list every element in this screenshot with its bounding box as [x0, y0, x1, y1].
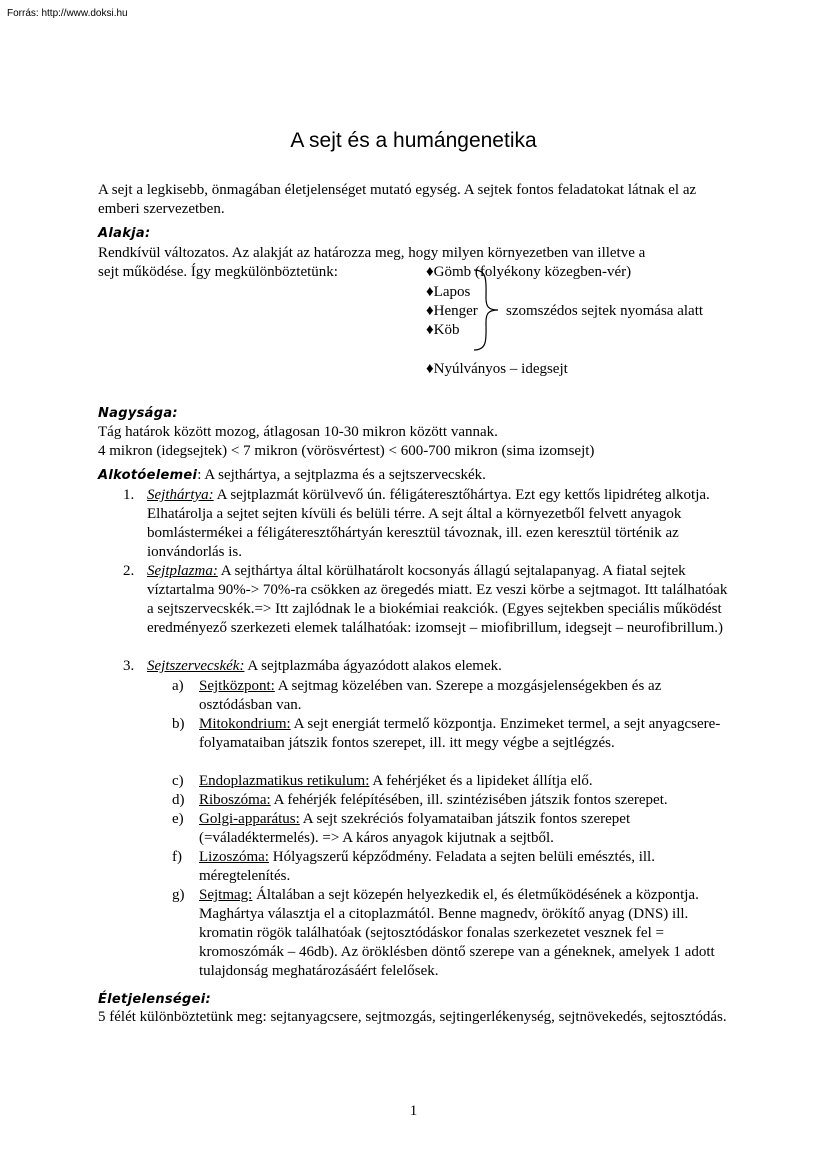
sub-list-letter: f)	[172, 849, 182, 865]
section-heading-nagysaga: Nagysága:	[98, 406, 178, 421]
sub-list-letter: a)	[172, 678, 184, 694]
shape-item: ♦Nyúlványos – idegsejt	[426, 361, 568, 377]
shape-item: ♦Lapos	[426, 284, 471, 300]
sub-list-item	[199, 715, 729, 753]
sub-list-item	[199, 848, 729, 886]
sub-item-text: A sejt energiát termelő központja. Enzimeket termel, a sejt anyagcsere-folyamataiban játszik fontos szerepet, ill. itt megy végbe a sejtlégzés.	[199, 716, 721, 751]
sub-item-text: Általában a sejt közepén helyezkedik el, és életműködésének a központja. Maghártya választja el a citoplazmától. Benne magnedv, örökítő anyag (DNS) ill. kromatin rögök találhatóak (sejtosztódáskor fonalas szerkezetet vesznek fel = kromoszómák – 46db). Az öröklésben döntő szerepe van a géneknek, amelyek 1 adott tulajdonság meghatározásáért felelősek.	[199, 887, 715, 979]
sub-item-term: Sejtmag:	[199, 887, 253, 903]
alakja-line-2: sejt működése. Így megkülönböztetünk:	[98, 264, 338, 280]
sub-item-text: A sejtmag közelében van. Szerepe a mozgásjelenségekben és az osztódásban van.	[199, 678, 662, 713]
shape-item: ♦Gömb (folyékony közegben-vér)	[426, 264, 632, 280]
sub-item-text: A fehérjék felépítésében, ill. szintézisében játszik fontos szerepet.	[273, 792, 668, 808]
list-item-text: A sejthártya által körülhatárolt kocsonyás állagú sejtalapanyag. A fiatal sejtek víztartalma 90%-> 70%-ra csökken az öregedés miatt. Ez veszi körbe a sejtmagot. Itt találhatóak a sejtszervecskék.=> Itt zajlódnak le a biokémiai reakciók. (Egyes sejtekben speciális működést eredményező szerkezeti elemek találhatóak: izomsejt – miofibrillum, idegsejt – neurofibrillum.)	[147, 563, 728, 636]
sub-list-item	[199, 772, 729, 791]
list-item-text: A sejtplazmába ágyazódott alakos elemek.	[247, 658, 502, 674]
sub-list-item	[199, 791, 729, 810]
list-item-text: A sejtplazmát körülvevő ún. féligáteresztőhártya. Ezt egy kettős lipidréteg alkotja. Elhatárolja a sejtet sejten kívüli és belüli térre. A sejt által a környezetből felvett anyagok bomlástermékei a féligáteresztőhártyán keresztül távoznak, ill. ezen keresztül történik az ionvándorlás is.	[147, 487, 710, 560]
sub-list-item	[199, 677, 729, 715]
alkotoelemei-text: : A sejthártya, a sejtplazma és a sejtszervecskék.	[197, 467, 486, 483]
list-number: 2.	[123, 563, 135, 579]
sub-list-item	[199, 886, 729, 981]
sub-item-term: Lizoszóma:	[199, 849, 269, 865]
list-item	[147, 486, 737, 562]
sub-item-text: A sejt szekréciós folyamataiban játszik fontos szerepet (=váladéktermelés). => A káros anyagok kijutnak a sejtből.	[199, 811, 631, 846]
nagysaga-line-2: 4 mikron (idegsejtek) < 7 mikron (vörösvértest) < 600-700 mikron (sima izomsejt)	[98, 443, 595, 459]
sub-list-item	[199, 810, 729, 848]
sub-item-term: Sejtközpont:	[199, 678, 275, 694]
page-number: 1	[409, 1103, 418, 1119]
list-number: 3.	[123, 658, 135, 674]
sub-list-letter: g)	[172, 887, 185, 903]
sub-item-text: Hólyagszerű képződmény. Feladata a sejten belüli emésztés, ill. méregtelenítés.	[199, 849, 655, 884]
list-item	[147, 657, 737, 676]
curly-brace	[470, 268, 504, 352]
sub-list-letter: e)	[172, 811, 184, 827]
intro-paragraph: A sejt a legkisebb, önmagában életjelenséget mutató egység. A sejtek fontos feladatokat látnak el az emberi szervezetben.	[98, 182, 697, 217]
sub-item-term: Endoplazmatikus retikulum:	[199, 773, 370, 789]
eletjelensegei-text: 5 félét különböztetünk meg: sejtanyagcsere, sejtmozgás, sejtingerlékenység, sejtnövekedés, sejtosztódás.	[98, 1009, 727, 1025]
list-number: 1.	[123, 487, 135, 503]
list-item-term: Sejthártya:	[147, 487, 214, 503]
alakja-line-1: Rendkívül változatos. Az alakját az határozza meg, hogy milyen környezetben van illetve a	[98, 245, 646, 261]
sub-item-term: Golgi-apparátus:	[199, 811, 300, 827]
section-heading-eletjelensegei: Életjelenségei:	[98, 992, 212, 1007]
sub-list-letter: d)	[172, 792, 185, 808]
list-item-term: Sejtplazma:	[147, 563, 218, 579]
section-heading-alakja: Alakja:	[98, 226, 151, 241]
sub-item-term: Riboszóma:	[199, 792, 271, 808]
list-item-term: Sejtszervecskék:	[147, 658, 245, 674]
list-item	[147, 562, 737, 638]
sub-item-term: Mitokondrium:	[199, 716, 291, 732]
shape-item: ♦Henger	[426, 303, 478, 319]
nagysaga-line-1: Tág határok között mozog, átlagosan 10-30 mikron között vannak.	[98, 424, 498, 440]
alkotoelemei-line	[98, 466, 738, 485]
sub-list-letter: b)	[172, 716, 185, 732]
shape-item: ♦Köb	[426, 322, 460, 338]
page-title: A sejt és a humángenetika	[290, 129, 537, 152]
sub-list-letter: c)	[172, 773, 184, 789]
source-url: Forrás: http://www.doksi.hu	[7, 8, 128, 19]
brace-note: szomszédos sejtek nyomása alatt	[506, 303, 704, 319]
sub-item-text: A fehérjéket és a lipideket állítja elő.	[372, 773, 593, 789]
section-heading-alkotoelemei: Alkotóelemei	[98, 468, 198, 483]
